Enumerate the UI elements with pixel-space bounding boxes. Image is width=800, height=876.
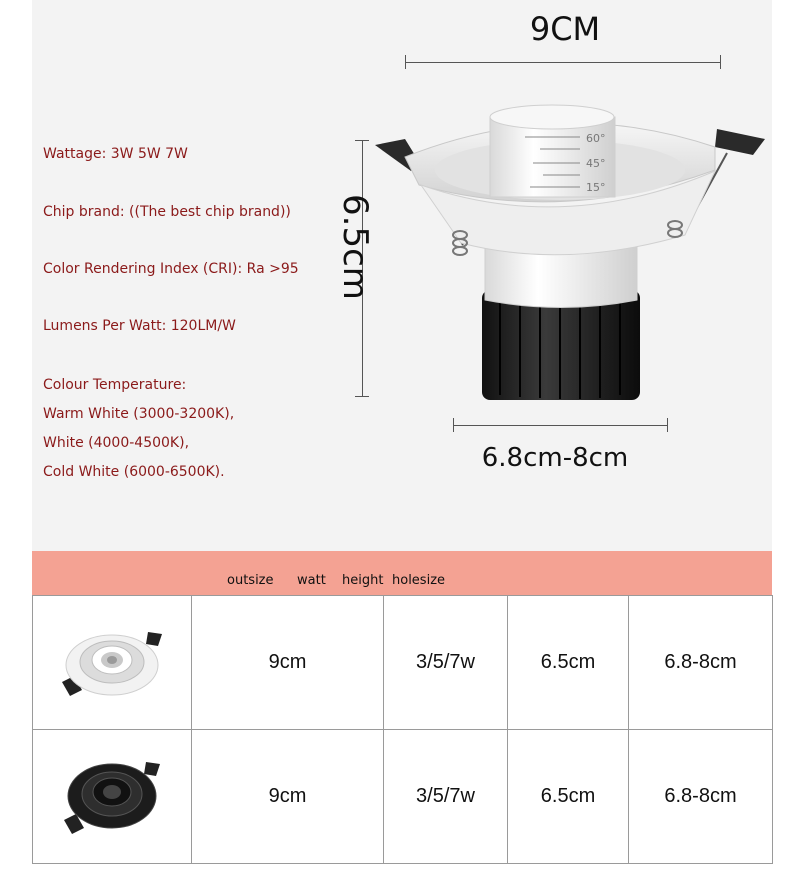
downlight-product-image [365,95,765,415]
column-header-height: height [342,573,384,588]
spec-warm-white: Warm White (3000-3200K), [43,406,235,422]
column-header-holesize: holesize [392,573,446,588]
table-row [33,730,773,864]
cell-watt: 3/5/7w [384,596,508,730]
column-header-watt: watt [297,573,326,588]
beam-angle-45: 45° [586,157,606,170]
column-header-outsize: outsize [227,573,274,588]
cell-height: 6.5cm [508,596,629,730]
width-dimension-line [405,62,721,63]
spec-chip-brand: Chip brand: ((The best chip brand)) [43,204,291,220]
table-row [33,596,773,730]
spec-table [32,595,773,864]
spec-white: White (4000-4500K), [43,435,190,451]
product-thumbnail-white [33,596,192,730]
hole-dimension-line [453,425,668,426]
cell-outsize: 9cm [192,730,384,864]
cell-watt: 3/5/7w [384,730,508,864]
hole-dimension-tick-left [453,418,454,432]
hole-dimension-tick-right [667,418,668,432]
width-dimension-tick-left [405,55,406,69]
cell-holesize: 6.8-8cm [629,730,773,864]
spec-colour-temp-title: Colour Temperature: [43,377,187,393]
cell-holesize: 6.8-8cm [629,596,773,730]
spec-wattage: Wattage: 3W 5W 7W [43,146,188,162]
beam-angle-15: 15° [586,181,606,194]
spec-cri: Color Rendering Index (CRI): Ra >95 [43,261,299,277]
cell-outsize: 9cm [192,596,384,730]
beam-angle-60: 60° [586,132,606,145]
spec-lumens: Lumens Per Watt: 120LM/W [43,318,236,334]
right-clip-icon [715,129,765,155]
product-thumbnail-black [33,730,192,864]
height-dimension-label: 6.5cm [335,194,375,300]
width-dimension-tick-right [720,55,721,69]
cell-height: 6.5cm [508,730,629,864]
spec-cold-white: Cold White (6000-6500K). [43,464,225,480]
width-dimension-label: 9CM [529,10,601,48]
hole-dimension-label: 6.8cm-8cm [481,443,629,473]
